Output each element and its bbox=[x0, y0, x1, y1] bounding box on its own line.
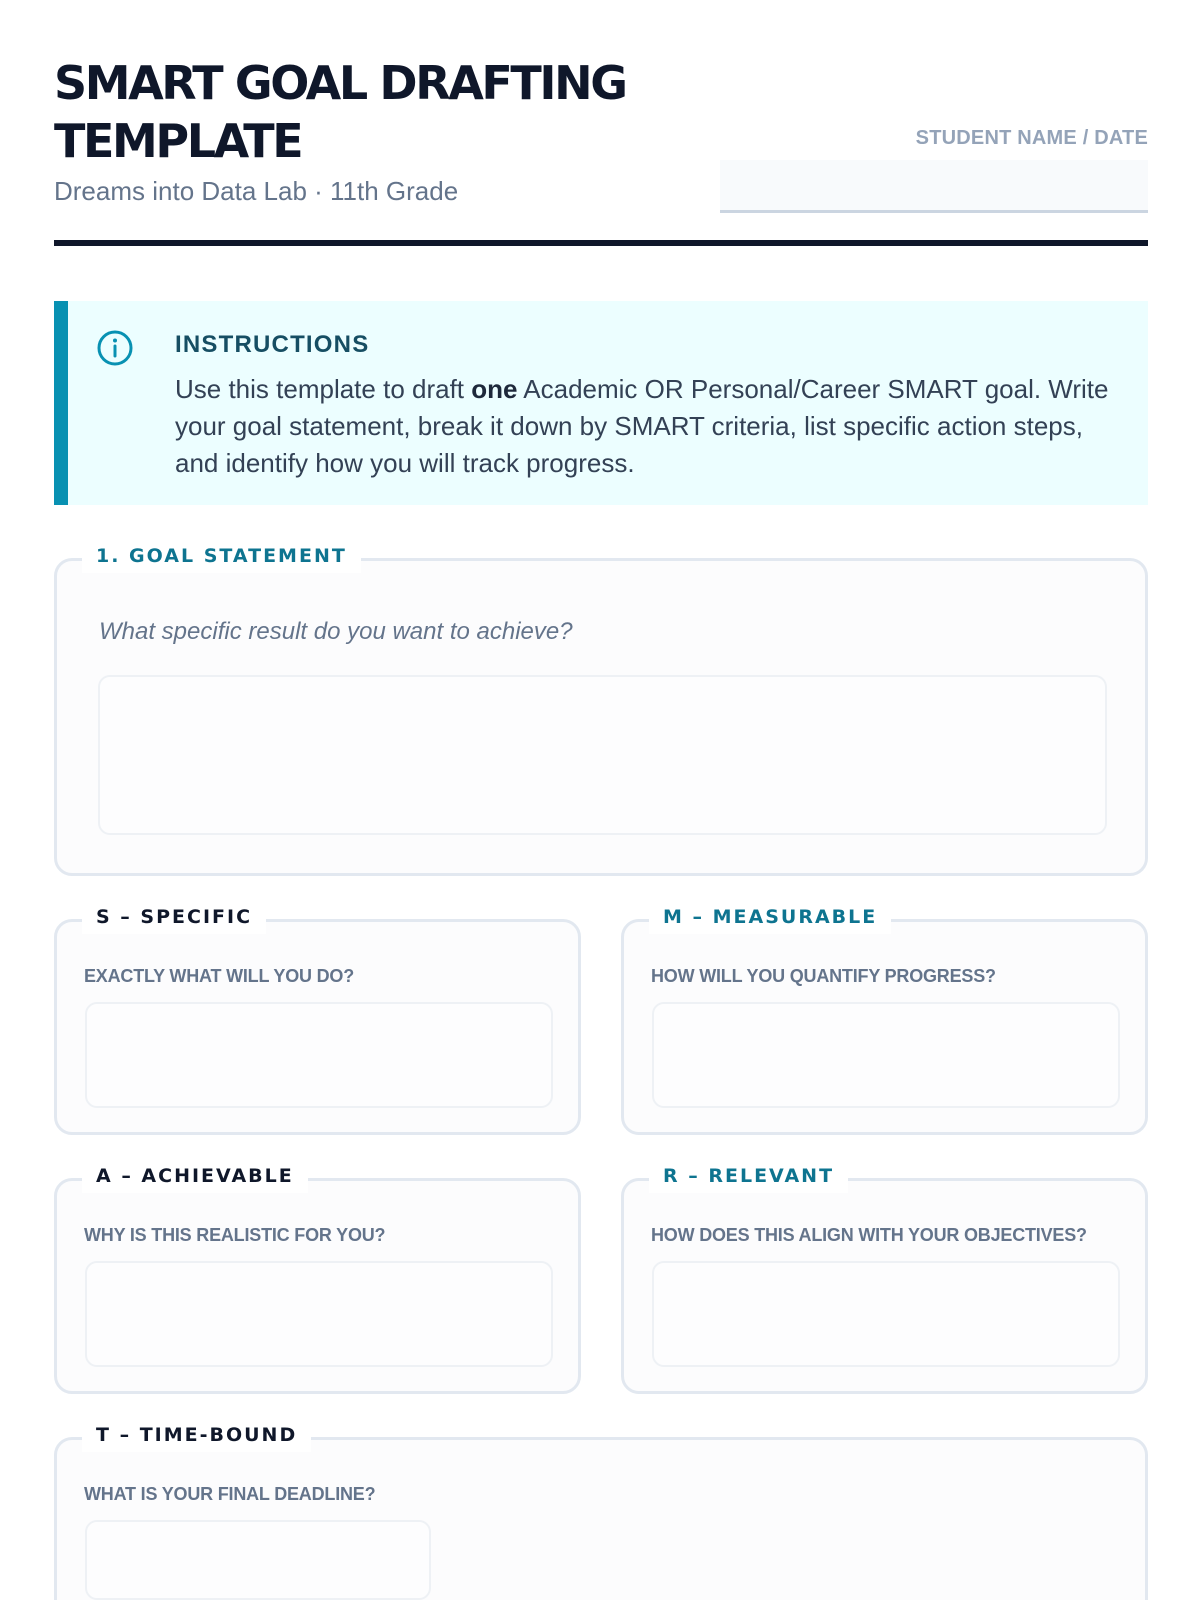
goal-statement-prompt: What specific result do you want to achieve? bbox=[99, 618, 573, 645]
info-icon bbox=[96, 329, 134, 367]
achievable-input[interactable] bbox=[85, 1261, 553, 1367]
relevant-heading: R – RELEVANT bbox=[649, 1159, 848, 1193]
header-divider bbox=[54, 240, 1148, 246]
time-bound-section bbox=[54, 1424, 1148, 1600]
instructions-panel bbox=[54, 301, 1148, 505]
worksheet-page bbox=[54, 0, 1148, 1600]
deadline-input[interactable] bbox=[85, 1520, 431, 1600]
page-title-line-2: TEMPLATE bbox=[54, 114, 302, 168]
measurable-prompt: HOW WILL YOU QUANTIFY PROGRESS? bbox=[651, 966, 996, 986]
specific-input[interactable] bbox=[85, 1002, 553, 1108]
instructions-text-emphasis: one bbox=[471, 374, 518, 404]
specific-prompt: EXACTLY WHAT WILL YOU DO? bbox=[84, 966, 355, 986]
goal-statement-heading: 1. GOAL STATEMENT bbox=[82, 539, 361, 573]
instructions-text-start: Use this template to draft bbox=[175, 374, 472, 404]
measurable-input[interactable] bbox=[652, 1002, 1120, 1108]
student-name-date-field[interactable] bbox=[720, 160, 1148, 213]
achievable-prompt: WHY IS THIS REALISTIC FOR YOU? bbox=[84, 1225, 386, 1245]
page-title bbox=[54, 54, 754, 170]
achievable-heading: A – ACHIEVABLE bbox=[82, 1159, 308, 1193]
goal-statement-input[interactable] bbox=[98, 675, 1107, 835]
relevant-input[interactable] bbox=[652, 1261, 1120, 1367]
goal-statement-section bbox=[54, 545, 1148, 876]
instructions-title: INSTRUCTIONS bbox=[175, 331, 370, 358]
instructions-text bbox=[175, 371, 1125, 482]
measurable-section bbox=[621, 906, 1148, 1135]
instructions-text-end: Academic OR Personal/Career SMART goal. Write your goal statement, break it down by SMART criteria, list specific action steps, and identify how you will track progress. bbox=[175, 374, 1109, 478]
time-bound-prompt: WHAT IS YOUR FINAL DEADLINE? bbox=[84, 1484, 376, 1504]
page-subtitle: Dreams into Data Lab · 11th Grade bbox=[54, 176, 459, 206]
relevant-prompt: HOW DOES THIS ALIGN WITH YOUR OBJECTIVES? bbox=[651, 1225, 1087, 1245]
page-title-line-1: SMART GOAL DRAFTING bbox=[54, 56, 626, 110]
achievable-section bbox=[54, 1165, 581, 1394]
specific-section bbox=[54, 906, 581, 1135]
student-name-date-label: STUDENT NAME / DATE bbox=[915, 127, 1148, 149]
specific-heading: S – SPECIFIC bbox=[82, 900, 266, 934]
measurable-heading: M – MEASURABLE bbox=[649, 900, 891, 934]
time-bound-heading: T – TIME-BOUND bbox=[82, 1418, 311, 1452]
relevant-section bbox=[621, 1165, 1148, 1394]
